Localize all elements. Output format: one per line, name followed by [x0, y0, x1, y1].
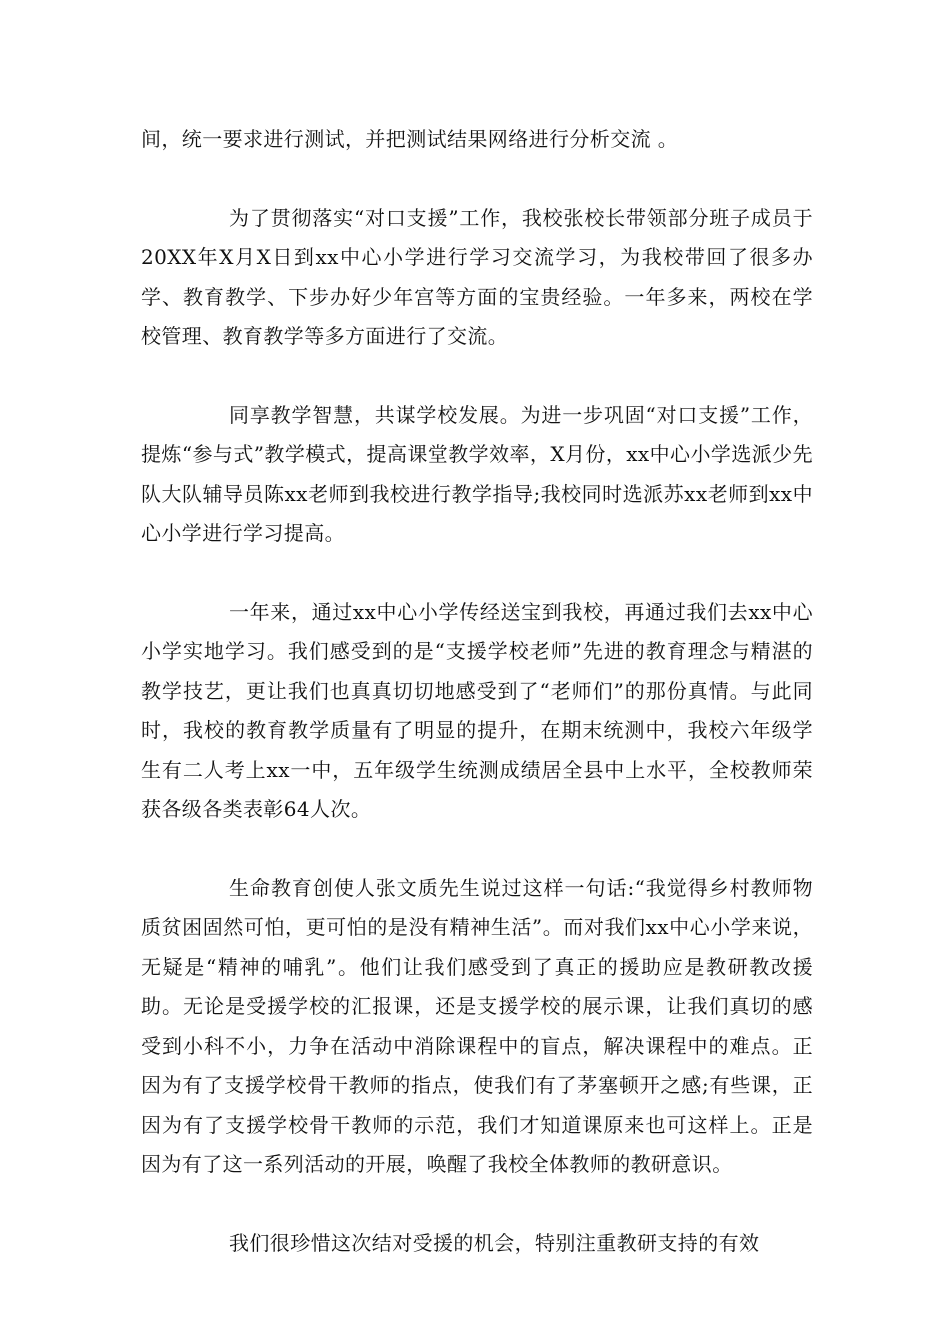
paragraph-gap	[141, 554, 813, 593]
paragraph-gap	[141, 1185, 813, 1224]
paragraph-4: 一年来，通过xx中心小学传经送宝到我校，再通过我们去xx中心小学实地学习。我们感受到的是“支援学校老师”先进的教育理念与精湛的教学技艺，更让我们也真真切切地感受到了“老师们”的那份真情。与此同时，我校的教育教学质量有了明显的提升，在期末统测中，我校六年级学生有二人考上xx一中，五年级学生统测成绩居全县中上水平，全校教师荣获各级各类表彰64人次。	[141, 599, 813, 821]
paragraph-5: 生命教育创使人张文质先生说过这样一句话:“我觉得乡村教师物质贫困固然可怕，更可怕的是没有精神生活”。而对我们xx中心小学来说，无疑是“精神的哺乳”。他们让我们感受到了真正的援助应是教研教改援助。无论是受援学校的汇报课，还是支援学校的展示课，让我们真切的感受到小科不小，力争在活动中消除课程中的盲点，解决课程中的难点。正因为有了支援学校骨干教师的指点，使我们有了茅塞顿开之感;有些课，正因为有了支援学校骨干教师的示范，我们才知道课原来也可这样上。正是因为有了这一系列活动的开展，唤醒了我校全体教师的教研意识。	[141, 875, 813, 1176]
paragraph-gap	[141, 357, 813, 396]
paragraph-gap	[141, 160, 813, 199]
paragraph-6: 我们很珍惜这次结对受援的机会，特别注重教研支持的有效	[229, 1230, 760, 1255]
paragraph-3: 同享教学智慧，共谋学校发展。为进一步巩固“对口支援”工作，提炼“参与式”教学模式，提高课堂教学效率，X月份，xx中心小学选派少先队大队辅导员陈xx老师到我校进行教学指导;我校同时选派苏xx老师到xx中心小学进行学习提高。	[141, 402, 813, 545]
paragraph-2: 为了贯彻落实“对口支援”工作，我校张校长带领部分班子成员于20XX年X月X日到xx中心小学进行学习交流学习，为我校带回了很多办学、教育教学、下步办好少年宫等方面的宝贵经验。一年多来，两校在学校管理、教育教学等多方面进行了交流。	[141, 205, 813, 348]
paragraph-gap	[141, 830, 813, 869]
paragraph-1: 间，统一要求进行测试，并把测试结果网络进行分析交流 。	[141, 127, 679, 151]
document-body	[141, 120, 813, 1263]
